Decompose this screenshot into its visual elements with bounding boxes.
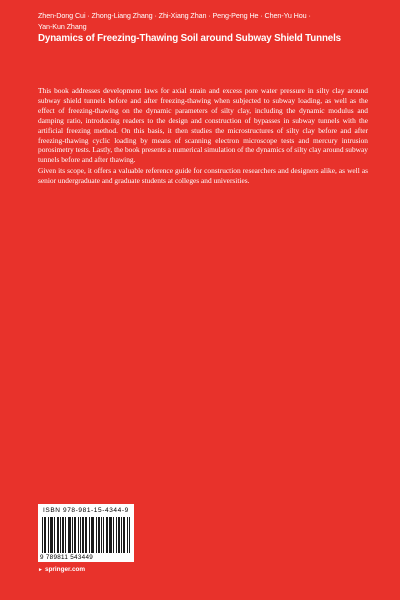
authors bbox=[38, 10, 368, 32]
publisher-url: springer.com bbox=[44, 566, 86, 573]
publisher-link[interactable] bbox=[38, 566, 85, 573]
barcode-box bbox=[38, 504, 134, 562]
isbn-label: ISBN 978-981-15-4344-9 bbox=[43, 507, 129, 514]
description-paragraph-2: Given its scope, it offers a valuable reference guide for construction researchers and designers alike, as well as senior undergraduate and graduate students at colleges and universities. bbox=[38, 166, 368, 186]
description-paragraph-1: This book addresses development laws for axial strain and excess pore water pressure in silty clay around subway shield tunnels before and after freezing-thawing when subjected to subway loading, as well as the effect of freezing-thawing on the dynamic parameters of silty clay, including the dynamic modulus and damping ratio, introducing readers to the design and construction of bypasses in subway tunnels with the artificial freezing method. On this basis, it then studies the microstructures of silty clay before and after freezing-thawing cyclic loading by means of scanning electron microscope tests and mercury intrusion porosimetry tests. Lastly, the book presents a numerical simulation of the dynamics of silty clay around subway tunnels before and after thawing. bbox=[38, 86, 368, 165]
barcode-number: 9 789811 543449 bbox=[40, 554, 94, 561]
book-title: Dynamics of Freezing-Thawing Soil around Subway Shield Tunnels bbox=[38, 33, 341, 44]
arrow-icon: ► bbox=[38, 567, 43, 573]
barcode-icon bbox=[42, 517, 130, 554]
book-description bbox=[38, 86, 368, 186]
authors-line-2: Yan-Kun Zhang bbox=[38, 22, 87, 31]
authors-line-1: Zhen-Dong Cui · Zhong-Liang Zhang · Zhi-Xiang Zhan · Peng-Peng He · Chen-Yu Hou · bbox=[38, 11, 311, 20]
